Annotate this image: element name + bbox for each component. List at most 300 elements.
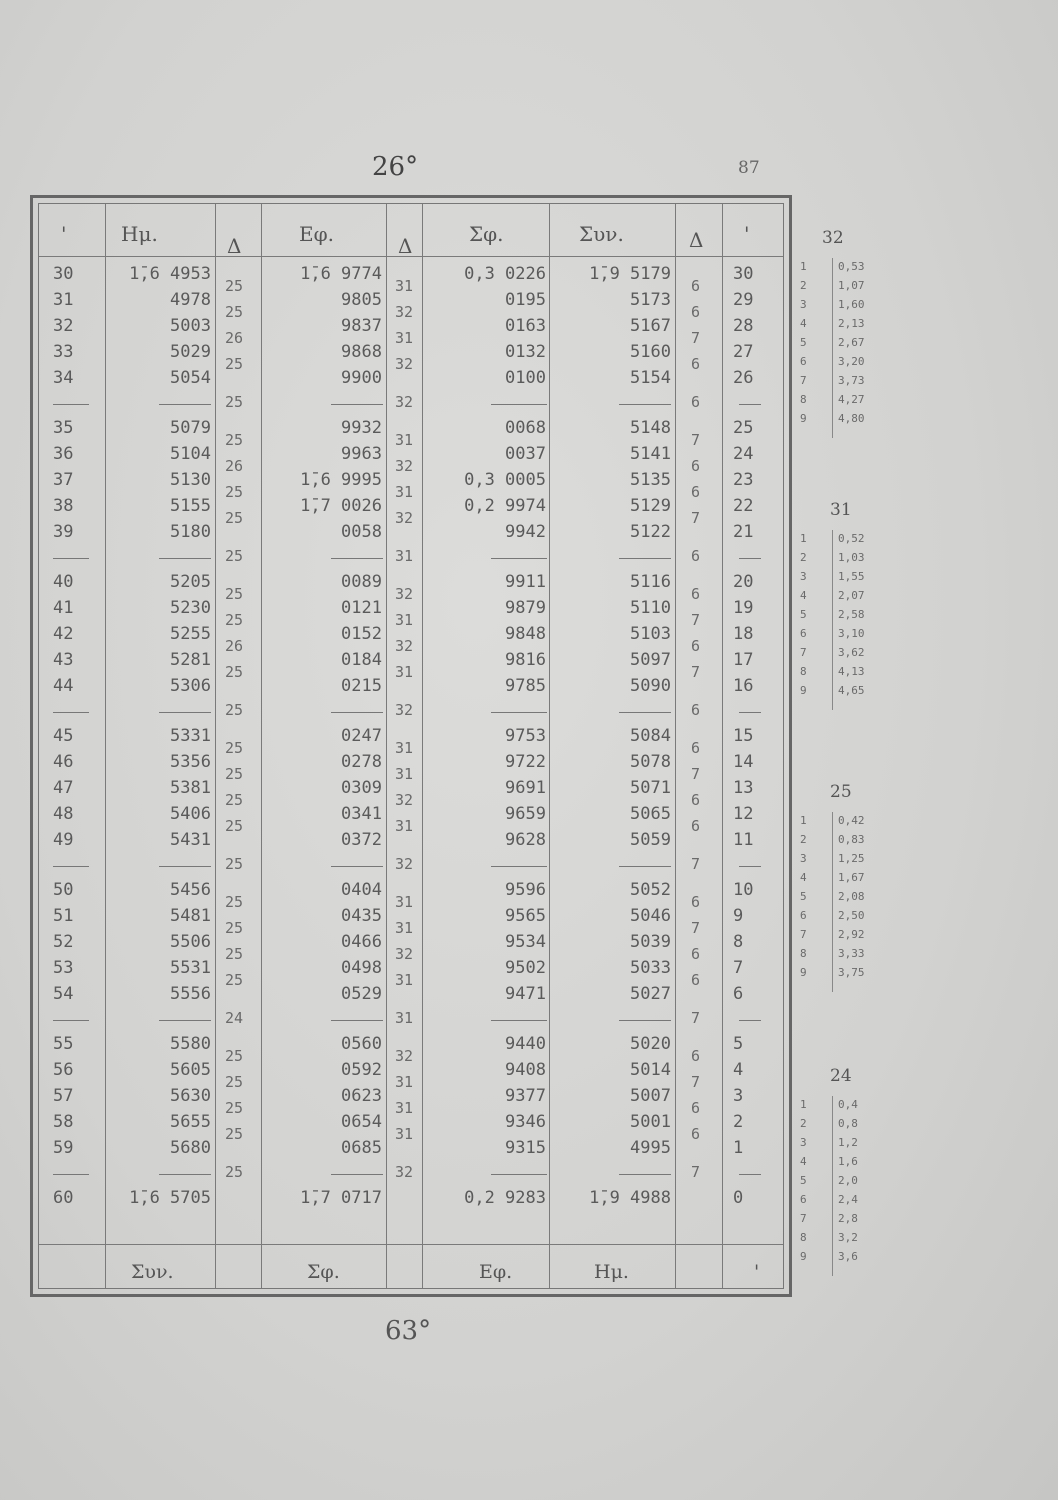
sin-cell: 5029: [170, 342, 211, 362]
tan-delta-cell: 31: [395, 663, 414, 681]
pp-row-value: 0,4: [838, 1098, 858, 1111]
sin-cell: 5306: [170, 676, 211, 696]
sin-cell: 5281: [170, 650, 211, 670]
cos-cell: 5116: [630, 572, 671, 592]
page-number: 87: [738, 158, 760, 178]
pp-row-value: 4,13: [838, 665, 865, 678]
sin-delta-cell: 26: [225, 457, 244, 475]
group-separator: [53, 558, 89, 559]
header-minutes-right: ': [744, 222, 750, 246]
pp-row-index: 1: [800, 814, 807, 827]
header-delta-cos: Δ: [689, 228, 704, 252]
pp-table: [800, 228, 890, 448]
pp-table: [800, 782, 890, 1002]
sin-delta-cell: 25: [225, 893, 244, 911]
right-minutes-cell: 3: [733, 1086, 744, 1106]
cos-cell: 5039: [630, 932, 671, 952]
cos-cell: 5090: [630, 676, 671, 696]
group-separator: [331, 866, 383, 867]
sin-delta-cell: 25: [225, 791, 244, 809]
column-rule: [422, 204, 423, 1288]
pp-row-index: 5: [800, 890, 807, 903]
right-minutes-cell: 5: [733, 1034, 744, 1054]
sin-delta-cell: 25: [225, 355, 244, 373]
pp-row-index: 8: [800, 947, 807, 960]
left-minutes-cell: 36: [53, 444, 74, 464]
header-tan: Εφ.: [299, 222, 334, 246]
cos-cell: 5160: [630, 342, 671, 362]
cot-cell: 0,2 9974: [464, 496, 546, 516]
group-separator: [53, 1174, 89, 1175]
sin-cell: 5456: [170, 880, 211, 900]
pp-row-index: 9: [800, 412, 807, 425]
cos-delta-cell: 6: [691, 1099, 701, 1117]
pp-row-index: 4: [800, 1155, 807, 1168]
cos-delta-cell: 6: [691, 637, 701, 655]
tan-delta-cell: 32: [395, 701, 414, 719]
cos-cell: 4995: [630, 1138, 671, 1158]
tan-delta-cell: 31: [395, 919, 414, 937]
group-separator: [739, 558, 761, 559]
sin-cell: 5580: [170, 1034, 211, 1054]
left-minutes-cell: 39: [53, 522, 74, 542]
pp-table: [800, 1066, 890, 1286]
right-minutes-cell: 1: [733, 1138, 744, 1158]
cot-cell: 0,3 0005: [464, 470, 546, 490]
group-separator: [739, 1020, 761, 1021]
cot-cell: 9816: [505, 650, 546, 670]
cos-delta-cell: 6: [691, 483, 701, 501]
group-separator: [331, 404, 383, 405]
cos-delta-cell: 6: [691, 893, 701, 911]
cos-delta-cell: 6: [691, 393, 701, 411]
header-delta-tan: Δ: [398, 234, 413, 258]
cos-cell: 5122: [630, 522, 671, 542]
cos-cell: 5033: [630, 958, 671, 978]
tan-delta-cell: 31: [395, 1073, 414, 1091]
group-separator: [491, 1020, 547, 1021]
group-separator: [331, 1174, 383, 1175]
pp-row-index: 6: [800, 1193, 807, 1206]
group-separator: [491, 404, 547, 405]
group-separator: [331, 1020, 383, 1021]
sin-cell: 4978: [170, 290, 211, 310]
tan-cell: 0623: [341, 1086, 382, 1106]
cos-cell: 5148: [630, 418, 671, 438]
cos-cell: 5071: [630, 778, 671, 798]
cot-cell: 9911: [505, 572, 546, 592]
right-minutes-cell: 2: [733, 1112, 744, 1132]
left-minutes-cell: 52: [53, 932, 74, 952]
group-separator: [331, 558, 383, 559]
pp-row-index: 9: [800, 684, 807, 697]
column-rule: [675, 204, 676, 1288]
pp-row-value: 3,10: [838, 627, 865, 640]
pp-row-value: 2,92: [838, 928, 865, 941]
pp-row-value: 1,03: [838, 551, 865, 564]
tan-cell: 0498: [341, 958, 382, 978]
sin-cell: 1̄,6 4953: [129, 264, 211, 284]
sin-delta-cell: 25: [225, 585, 244, 603]
tan-cell: 0529: [341, 984, 382, 1004]
pp-row-index: 3: [800, 1136, 807, 1149]
pp-row-value: 1,25: [838, 852, 865, 865]
right-minutes-cell: 28: [733, 316, 754, 336]
left-minutes-cell: 50: [53, 880, 74, 900]
pp-row-index: 3: [800, 852, 807, 865]
tan-cell: 0309: [341, 778, 382, 798]
pp-row-value: 2,58: [838, 608, 865, 621]
pp-table-title: 32: [822, 228, 844, 248]
cos-delta-cell: 6: [691, 817, 701, 835]
cot-cell: 9691: [505, 778, 546, 798]
group-separator: [159, 866, 211, 867]
pp-row-index: 3: [800, 570, 807, 583]
tan-delta-cell: 31: [395, 1009, 414, 1027]
sin-cell: 5406: [170, 804, 211, 824]
pp-row-value: 3,6: [838, 1250, 858, 1263]
sin-cell: 5356: [170, 752, 211, 772]
pp-row-value: 3,75: [838, 966, 865, 979]
group-separator: [53, 1020, 89, 1021]
pp-row-index: 7: [800, 646, 807, 659]
group-separator: [159, 712, 211, 713]
pp-row-index: 6: [800, 627, 807, 640]
degree-heading: 26°: [372, 152, 419, 182]
pp-row-value: 2,4: [838, 1193, 858, 1206]
tan-cell: 9868: [341, 342, 382, 362]
pp-row-value: 2,67: [838, 336, 865, 349]
cos-cell: 5141: [630, 444, 671, 464]
group-separator: [53, 866, 89, 867]
pp-row-value: 3,73: [838, 374, 865, 387]
header-minutes: ': [61, 222, 67, 246]
left-minutes-cell: 45: [53, 726, 74, 746]
pp-row-value: 4,27: [838, 393, 865, 406]
cot-cell: 9848: [505, 624, 546, 644]
tan-cell: 0404: [341, 880, 382, 900]
right-minutes-cell: 30: [733, 264, 754, 284]
sin-delta-cell: 26: [225, 329, 244, 347]
pp-row-index: 7: [800, 928, 807, 941]
right-minutes-cell: 15: [733, 726, 754, 746]
pp-row-value: 3,33: [838, 947, 865, 960]
cos-cell: 5167: [630, 316, 671, 336]
tan-cell: 9837: [341, 316, 382, 336]
group-separator: [491, 1174, 547, 1175]
sin-cell: 5531: [170, 958, 211, 978]
pp-row-value: 2,07: [838, 589, 865, 602]
right-minutes-cell: 9: [733, 906, 744, 926]
group-separator: [491, 558, 547, 559]
cos-cell: 5084: [630, 726, 671, 746]
sin-delta-cell: 25: [225, 611, 244, 629]
cot-cell: 9315: [505, 1138, 546, 1158]
cos-delta-cell: 7: [691, 329, 701, 347]
sin-cell: 5605: [170, 1060, 211, 1080]
right-minutes-cell: 6: [733, 984, 744, 1004]
pp-row-index: 2: [800, 279, 807, 292]
sin-cell: 5381: [170, 778, 211, 798]
cos-cell: 5110: [630, 598, 671, 618]
right-minutes-cell: 14: [733, 752, 754, 772]
sin-delta-cell: 25: [225, 945, 244, 963]
pp-row-index: 4: [800, 317, 807, 330]
sin-delta-cell: 26: [225, 637, 244, 655]
tan-delta-cell: 32: [395, 1163, 414, 1181]
group-separator: [159, 558, 211, 559]
right-minutes-cell: 19: [733, 598, 754, 618]
tan-delta-cell: 31: [395, 893, 414, 911]
right-minutes-cell: 25: [733, 418, 754, 438]
right-minutes-cell: 11: [733, 830, 754, 850]
cot-cell: 0132: [505, 342, 546, 362]
group-separator: [159, 404, 211, 405]
pp-row-index: 8: [800, 665, 807, 678]
pp-row-value: 1,2: [838, 1136, 858, 1149]
sin-cell: 5481: [170, 906, 211, 926]
cos-cell: 5020: [630, 1034, 671, 1054]
pp-row-index: 9: [800, 966, 807, 979]
tan-cell: 9805: [341, 290, 382, 310]
cos-delta-cell: 7: [691, 1163, 701, 1181]
tan-cell: 1̄,6 9995: [300, 470, 382, 490]
left-minutes-cell: 48: [53, 804, 74, 824]
sin-delta-cell: 25: [225, 277, 244, 295]
cos-delta-cell: 6: [691, 355, 701, 373]
sin-delta-cell: 25: [225, 509, 244, 527]
cos-delta-cell: 6: [691, 1125, 701, 1143]
right-minutes-cell: 18: [733, 624, 754, 644]
pp-row-value: 1,67: [838, 871, 865, 884]
sin-cell: 5130: [170, 470, 211, 490]
pp-row-index: 2: [800, 551, 807, 564]
sin-cell: 5230: [170, 598, 211, 618]
tan-delta-cell: 31: [395, 431, 414, 449]
column-rule: [722, 204, 723, 1288]
pp-row-index: 1: [800, 260, 807, 273]
cos-cell: 1̄,9 4988: [589, 1188, 671, 1208]
sin-delta-cell: 25: [225, 701, 244, 719]
pp-table-rule: [832, 258, 833, 438]
sin-cell: 5331: [170, 726, 211, 746]
tan-delta-cell: 31: [395, 483, 414, 501]
right-minutes-cell: 12: [733, 804, 754, 824]
sin-delta-cell: 25: [225, 1163, 244, 1181]
left-minutes-cell: 32: [53, 316, 74, 336]
sin-delta-cell: 25: [225, 919, 244, 937]
pp-row-value: 0,8: [838, 1117, 858, 1130]
tan-delta-cell: 31: [395, 329, 414, 347]
cos-delta-cell: 6: [691, 585, 701, 603]
cot-cell: 9377: [505, 1086, 546, 1106]
group-separator: [159, 1020, 211, 1021]
cos-cell: 5052: [630, 880, 671, 900]
cos-delta-cell: 7: [691, 919, 701, 937]
cos-delta-cell: 6: [691, 791, 701, 809]
left-minutes-cell: 59: [53, 1138, 74, 1158]
pp-row-index: 8: [800, 393, 807, 406]
cos-cell: 1̄,9 5179: [589, 264, 671, 284]
pp-table-rule: [832, 1096, 833, 1276]
tan-delta-cell: 31: [395, 1099, 414, 1117]
cos-cell: 5027: [630, 984, 671, 1004]
tan-delta-cell: 32: [395, 393, 414, 411]
group-separator: [619, 558, 671, 559]
pp-row-value: 2,50: [838, 909, 865, 922]
cos-delta-cell: 6: [691, 945, 701, 963]
pp-row-index: 7: [800, 374, 807, 387]
left-minutes-cell: 51: [53, 906, 74, 926]
tan-cell: 0560: [341, 1034, 382, 1054]
right-minutes-cell: 21: [733, 522, 754, 542]
left-minutes-cell: 42: [53, 624, 74, 644]
sin-cell: 5104: [170, 444, 211, 464]
group-separator: [619, 1020, 671, 1021]
log-trig-table: [30, 195, 792, 1297]
right-minutes-cell: 20: [733, 572, 754, 592]
cot-cell: 9753: [505, 726, 546, 746]
right-minutes-cell: 27: [733, 342, 754, 362]
tan-delta-cell: 32: [395, 585, 414, 603]
pp-row-index: 4: [800, 871, 807, 884]
cos-cell: 5154: [630, 368, 671, 388]
tan-delta-cell: 32: [395, 945, 414, 963]
group-separator: [53, 404, 89, 405]
pp-row-value: 4,65: [838, 684, 865, 697]
sin-delta-cell: 25: [225, 483, 244, 501]
group-separator: [739, 1174, 761, 1175]
sin-delta-cell: 25: [225, 663, 244, 681]
tan-delta-cell: 32: [395, 791, 414, 809]
cot-cell: 9879: [505, 598, 546, 618]
right-minutes-cell: 29: [733, 290, 754, 310]
tan-cell: 0341: [341, 804, 382, 824]
sin-cell: 5180: [170, 522, 211, 542]
sin-delta-cell: 25: [225, 971, 244, 989]
cos-cell: 5046: [630, 906, 671, 926]
pp-row-index: 5: [800, 608, 807, 621]
group-separator: [53, 712, 89, 713]
pp-row-index: 2: [800, 833, 807, 846]
table-grid: [38, 203, 784, 1289]
sin-cell: 5205: [170, 572, 211, 592]
cot-cell: 9565: [505, 906, 546, 926]
tan-cell: 9932: [341, 418, 382, 438]
cos-delta-cell: 6: [691, 277, 701, 295]
column-rule: [105, 204, 106, 1288]
right-minutes-cell: 10: [733, 880, 754, 900]
sin-delta-cell: 25: [225, 1125, 244, 1143]
left-minutes-cell: 38: [53, 496, 74, 516]
tan-cell: 0184: [341, 650, 382, 670]
left-minutes-cell: 34: [53, 368, 74, 388]
left-minutes-cell: 49: [53, 830, 74, 850]
right-minutes-cell: 16: [733, 676, 754, 696]
tan-delta-cell: 31: [395, 547, 414, 565]
sin-cell: 5155: [170, 496, 211, 516]
cot-cell: 9628: [505, 830, 546, 850]
tan-delta-cell: 31: [395, 611, 414, 629]
right-minutes-cell: 23: [733, 470, 754, 490]
tan-delta-cell: 32: [395, 303, 414, 321]
left-minutes-cell: 44: [53, 676, 74, 696]
pp-table-title: 25: [830, 782, 852, 802]
group-separator: [739, 712, 761, 713]
left-minutes-cell: 43: [53, 650, 74, 670]
tan-cell: 1̄,7 0026: [300, 496, 382, 516]
tan-cell: 9900: [341, 368, 382, 388]
sin-cell: 1̄,6 5705: [129, 1188, 211, 1208]
cos-delta-cell: 7: [691, 663, 701, 681]
sin-cell: 5556: [170, 984, 211, 1004]
cot-cell: 9659: [505, 804, 546, 824]
pp-table-title: 31: [830, 500, 852, 520]
group-separator: [159, 1174, 211, 1175]
cos-delta-cell: 7: [691, 1073, 701, 1091]
tan-cell: 0215: [341, 676, 382, 696]
cos-delta-cell: 7: [691, 765, 701, 783]
cot-cell: 9722: [505, 752, 546, 772]
sin-delta-cell: 25: [225, 817, 244, 835]
pp-row-value: 1,07: [838, 279, 865, 292]
cos-cell: 5014: [630, 1060, 671, 1080]
pp-row-index: 6: [800, 909, 807, 922]
right-minutes-cell: 0: [733, 1188, 744, 1208]
pp-row-value: 3,20: [838, 355, 865, 368]
footer-tan: Εφ.: [479, 1261, 513, 1283]
cos-cell: 5078: [630, 752, 671, 772]
group-separator: [739, 866, 761, 867]
pp-row-value: 4,80: [838, 412, 865, 425]
cos-delta-cell: 6: [691, 971, 701, 989]
footer-minutes-right: ': [754, 1261, 760, 1283]
sin-delta-cell: 25: [225, 393, 244, 411]
pp-row-index: 7: [800, 1212, 807, 1225]
pp-row-index: 8: [800, 1231, 807, 1244]
tan-cell: 0058: [341, 522, 382, 542]
tan-delta-cell: 32: [395, 637, 414, 655]
left-minutes-cell: 40: [53, 572, 74, 592]
tan-cell: 0592: [341, 1060, 382, 1080]
cot-cell: 9596: [505, 880, 546, 900]
cos-delta-cell: 7: [691, 431, 701, 449]
pp-table: [800, 500, 890, 720]
cot-cell: 0,2 9283: [464, 1188, 546, 1208]
column-rule: [386, 204, 387, 1288]
pp-row-index: 1: [800, 532, 807, 545]
left-minutes-cell: 53: [53, 958, 74, 978]
group-separator: [739, 404, 761, 405]
tan-delta-cell: 31: [395, 277, 414, 295]
pp-table-title: 24: [830, 1066, 852, 1086]
cos-cell: 5059: [630, 830, 671, 850]
sin-delta-cell: 25: [225, 765, 244, 783]
cos-cell: 5173: [630, 290, 671, 310]
tan-delta-cell: 32: [395, 855, 414, 873]
left-minutes-cell: 33: [53, 342, 74, 362]
sin-delta-cell: 25: [225, 855, 244, 873]
left-minutes-cell: 37: [53, 470, 74, 490]
left-minutes-cell: 55: [53, 1034, 74, 1054]
pp-row-index: 9: [800, 1250, 807, 1263]
left-minutes-cell: 31: [53, 290, 74, 310]
footer-cot: Σφ.: [307, 1261, 340, 1283]
tan-cell: 0372: [341, 830, 382, 850]
tan-cell: 0089: [341, 572, 382, 592]
cot-cell: 0163: [505, 316, 546, 336]
footer-cos: Συν.: [131, 1261, 174, 1283]
